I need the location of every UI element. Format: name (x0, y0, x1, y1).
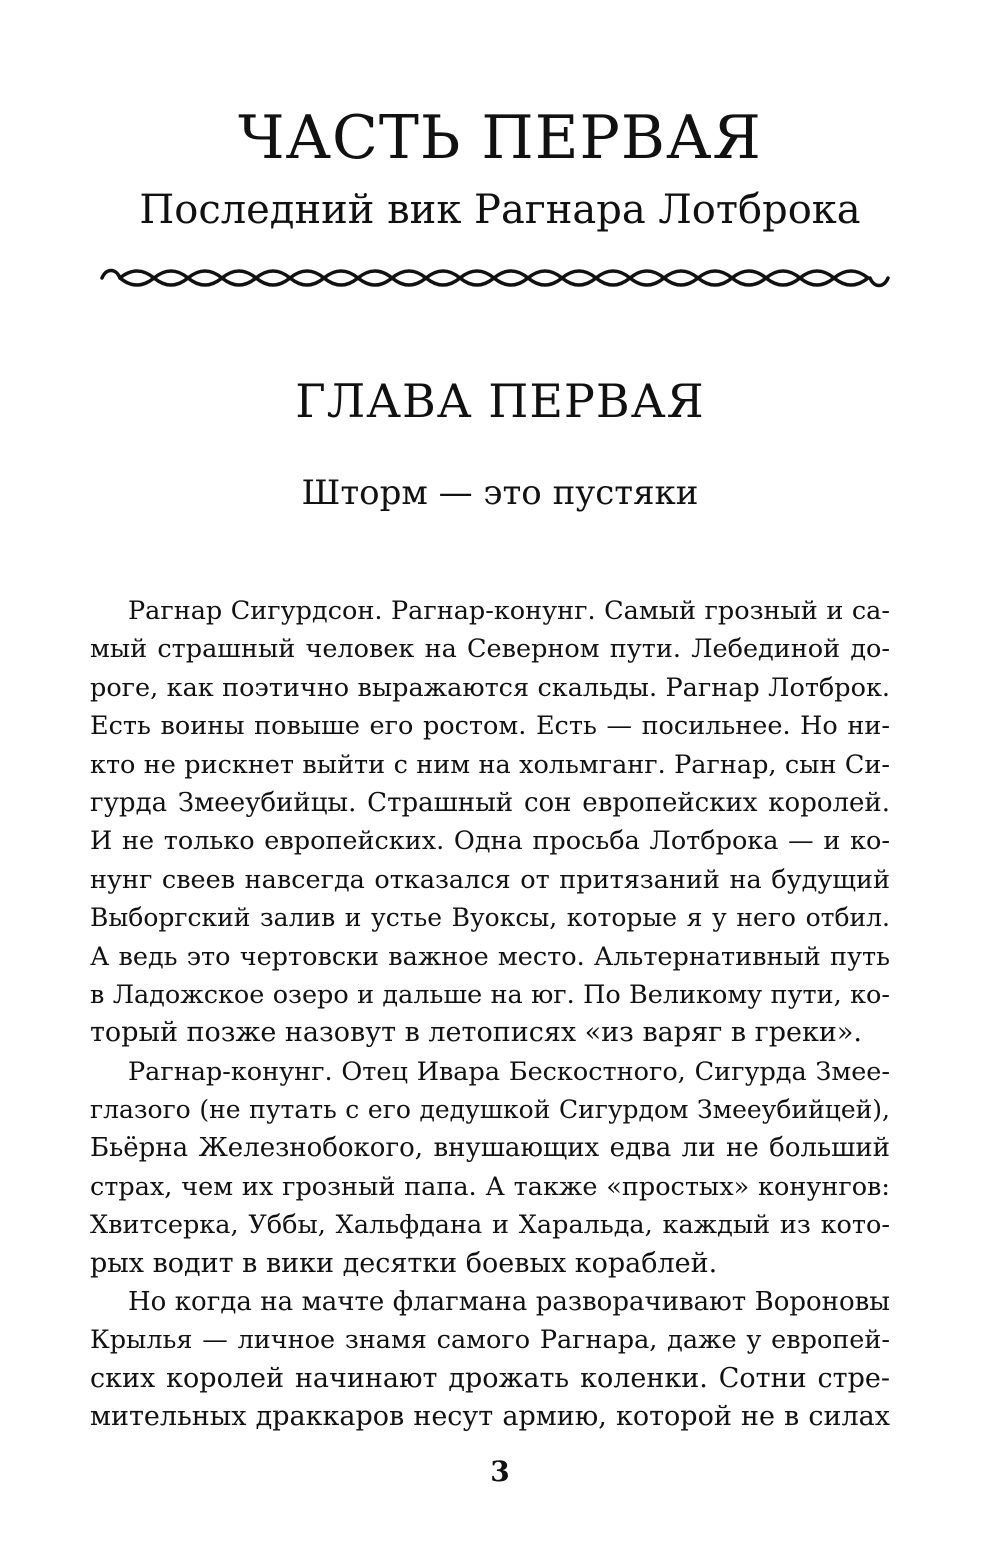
text-line: мый страшный человек на Северном пути. Лебединой до- (90, 634, 890, 665)
text-line: ских королей начинают дрожать коленки. Сотни стре- (90, 1362, 890, 1394)
part-subtitle: Последний вик Рагнара Лотброка (139, 187, 861, 233)
text-line: Но когда на мачте флагмана разворачивают Вороновы (128, 1287, 890, 1318)
text-line: страх, чем их грозный папа. А также «простых» конунгов: (90, 1171, 890, 1202)
text-line: Есть воины повыше его ростом. Есть — посильнее. Но ни- (90, 711, 890, 742)
text-line: Крылья — личное знамя самого Рагнара, даже у европей- (90, 1325, 890, 1356)
chapter-title: ГЛАВА ПЕРВАЯ (295, 374, 705, 428)
ornament-divider-icon (100, 262, 890, 294)
body-text (90, 592, 890, 1437)
text-line: Выборгский залив и устье Вуоксы, которые я у него отбил. (90, 903, 890, 933)
text-line: нунг свеев навсегда отказался от притязаний на будущий (90, 864, 890, 895)
part-title: ЧАСТЬ ПЕРВАЯ (238, 103, 762, 173)
text-line: А ведь это чертовски важное место. Альтернативный путь (90, 941, 890, 972)
page-number: 3 (490, 1455, 510, 1488)
text-line: мительных драккаров несут армию, которой не в силах (90, 1401, 890, 1433)
text-line: глазого (не путать с его дедушкой Сигурдом Змееубийцей), (90, 1095, 890, 1125)
text-line: кто не рискнет выйти с ним на хольмганг. Рагнар, сын Си- (90, 749, 890, 780)
text-line: Хвитсерка, Уббы, Хальфдана и Харальда, каждый из кото- (90, 1210, 890, 1241)
text-line: Бьёрна Железнобокого, внушающих едва ли не больший (90, 1133, 890, 1164)
paragraph (90, 1053, 890, 1283)
paragraph (90, 1283, 890, 1437)
text-line: Рагнар Сигурдсон. Рагнар-конунг. Самый грозный и са- (128, 596, 890, 626)
text-line: в Ладожское озеро и дальше на юг. По Великому пути, ко- (90, 979, 890, 1010)
chapter-subtitle: Шторм — это пустяки (301, 473, 699, 513)
text-line: Рагнар-конунг. Отец Ивара Бескостного, Сигурда Змее- (128, 1056, 890, 1087)
text-line: И не только европейских. Одна просьба Лотброка — и ко- (90, 826, 890, 857)
text-line: роге, как поэтично выражаются скальды. Рагнар Лотброк. (90, 672, 890, 703)
text-line: рых водит в вики десятки боевых кораблей. (90, 1247, 718, 1279)
text-line: гурда Змееубийцы. Страшный сон европейских королей. (90, 787, 890, 818)
text-line: торый позже назовут в летописях «из варяг в греки». (90, 1017, 862, 1049)
paragraph (90, 592, 890, 1053)
